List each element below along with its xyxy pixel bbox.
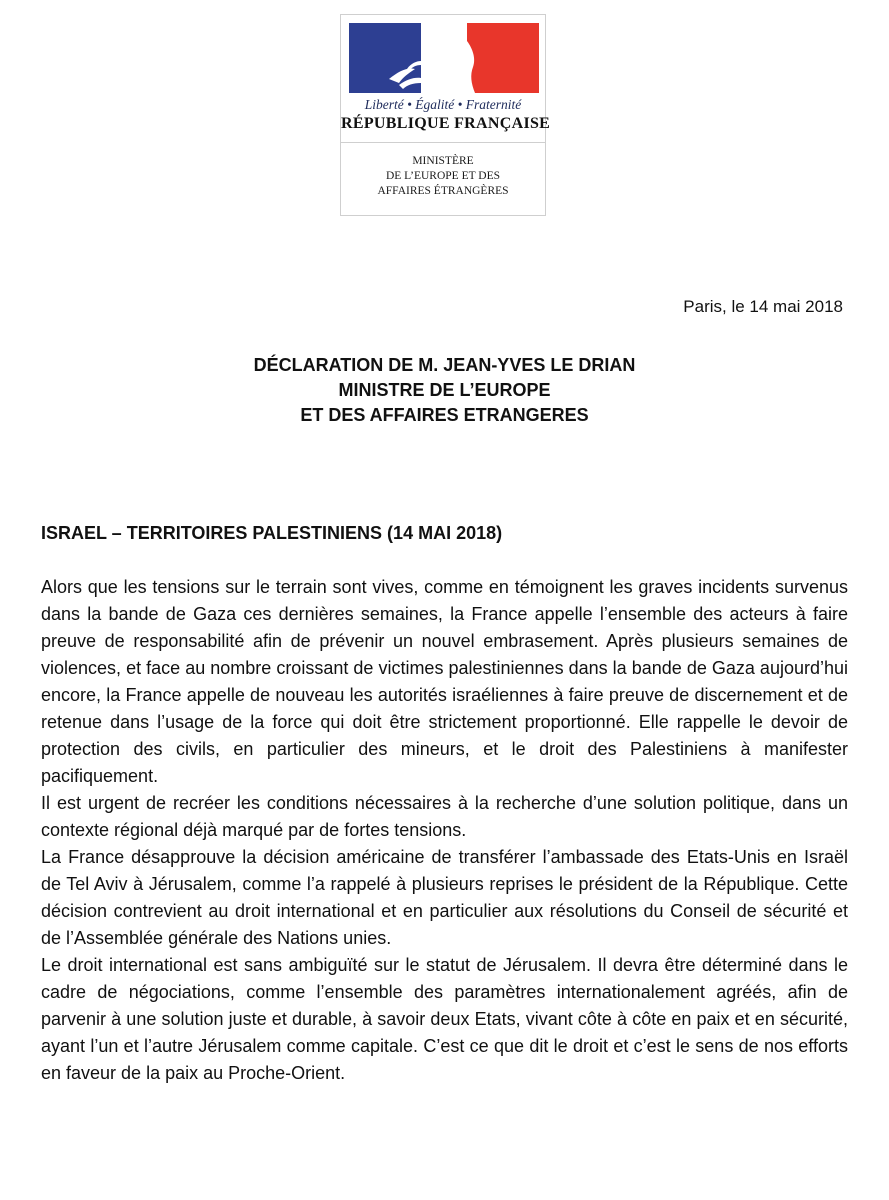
ministry-line: DE L’EUROPE ET DES (385, 170, 501, 182)
ministry-logo (340, 14, 551, 216)
marianne-flag-icon (349, 23, 539, 93)
body-paragraph: Il est urgent de recréer les conditions nécessaires à la recherche d’une solution politique, dans un contexte régional déjà marqué par de fortes tensions. (41, 793, 848, 840)
title-line: MINISTRE DE L’EUROPE (338, 380, 551, 400)
ministry-name (341, 154, 545, 199)
ministry-line: AFFAIRES ÉTRANGÈRES (377, 185, 509, 197)
body-paragraph: Alors que les tensions sur le terrain sont vives, comme en témoignent les graves incidents survenus dans la bande de Gaza ces dernières semaines, la France appelle l’ensemble des acteurs à faire preuve de responsabilité afin de prévenir un nouvel embrasement. Après plusieurs semaines de violences, et face au nombre croissant de victimes palestiniennes dans la bande de Gaza aujourd’hui encore, la France appelle de nouveau les autorités israéliennes à faire preuve de discernement et de retenue dans l’usage de la force qui doit être strictement proportionné. Elle rappelle le devoir de protection des civils, en particulier des mineurs, et le droit des Palestiniens à manifester pacifiquement. (41, 577, 848, 786)
body-paragraph: Le droit international est sans ambiguïté sur le statut de Jérusalem. Il devra être déterminé dans le cadre de négociations, comme l’ensemble des paramètres internationalement agréés, afin de parvenir à une solution juste et durable, à savoir deux Etats, vivant côte à côte en paix et en sécurité, ayant l’un et l’autre Jérusalem comme capitale. C’est ce que dit le droit et c’est le sens de nos efforts en faveur de la paix au Proche-Orient. (41, 955, 848, 1083)
title-line: DÉCLARATION DE M. JEAN-YVES LE DRIAN (253, 355, 636, 375)
declaration-subject: ISRAEL – TERRITOIRES PALESTINIENS (14 MAI 2018) (41, 523, 503, 543)
republic-name: RÉPUBLIQUE FRANÇAISE (341, 115, 551, 132)
body-paragraph: La France désapprouve la décision américaine de transférer l’ambassade des Etats-Unis en Israël de Tel Aviv à Jérusalem, comme l’a rappelé à plusieurs reprises le président de la République. Cette décision contrevient au droit international et en particulier aux résolutions du Conseil de sécurité et de l’Assemblée générale des Nations unies. (41, 847, 848, 948)
logo-divider (341, 142, 545, 143)
title-line: ET DES AFFAIRES ETRANGERES (300, 405, 589, 425)
declaration-title (0, 353, 889, 428)
republic-motto: Liberté • Égalité • Fraternité (364, 97, 522, 112)
ministry-line: MINISTÈRE (412, 155, 474, 167)
document-date: Paris, le 14 mai 2018 (683, 297, 843, 316)
declaration-body (41, 574, 848, 1087)
